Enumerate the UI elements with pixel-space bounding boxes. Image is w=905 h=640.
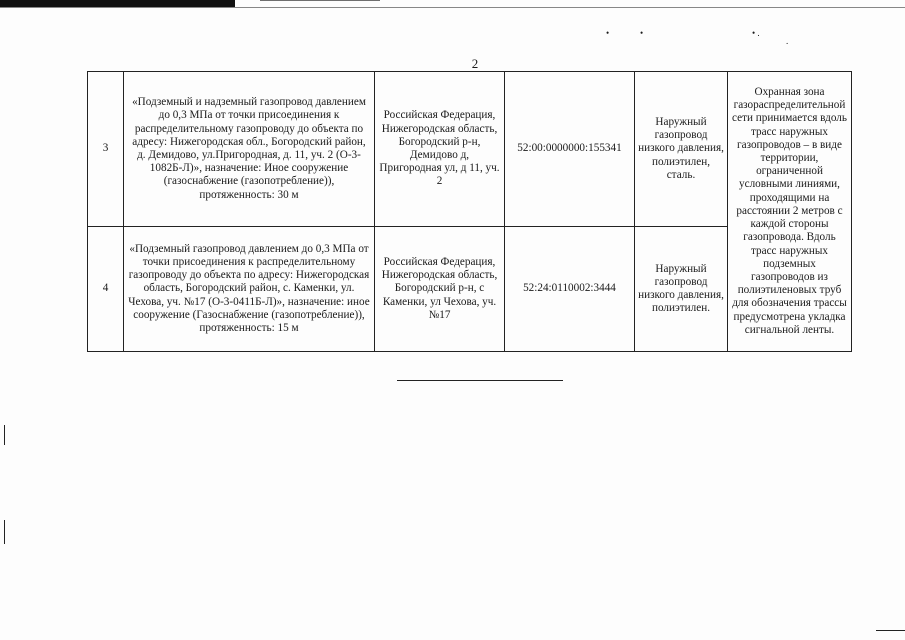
header-mark: . <box>786 36 789 46</box>
end-divider <box>397 380 563 381</box>
header-mark: • <box>606 28 610 38</box>
header-mark: • . <box>752 28 760 38</box>
scan-top-edge <box>0 0 905 10</box>
header-mark: • <box>640 28 644 38</box>
cadastral-number: 52:24:0110002:3444 <box>505 227 635 352</box>
object-description: «Подземный и надземный газопровод давлением до 0,3 МПа от точки присоединения к распределительному газопроводу до объекта по адресу: Нижегородская обл., Богородский район, д. Демидово, ул.Пригородная, д. 11, уч. 2 (О-3-1082Б-Л)», назначение: Иное сооружение (газоснабжение (газопотребление)), протяженность: 30 м <box>124 72 375 227</box>
row-number: 3 <box>88 72 124 227</box>
protection-zone-text: Охранная зона газораспределительной сети принимается вдоль трасс наружных газопроводов – в виде территории, ограниченной условными линиями, проходящими на расстоянии 2 метров с каждой стороны газопровода. Вдоль трасс наружных подземных газопроводов из полиэтиленовых труб для обозначения трассы предусмотрена укладка сигнальной ленты. <box>728 72 852 352</box>
cadastral-number: 52:00:0000000:155341 <box>505 72 635 227</box>
scan-left-mark <box>4 520 5 544</box>
page-number: 2 <box>471 56 479 71</box>
scan-left-mark <box>4 425 5 445</box>
scan-right-mark <box>876 630 905 631</box>
object-address: Российская Федерация, Нижегородская область, Богородский р-н, с Каменки, ул Чехова, уч. №17 <box>375 227 505 352</box>
pipeline-type: Наружный газопровод низкого давления, полиэтилен, сталь. <box>635 72 728 227</box>
gas-pipeline-table <box>87 71 852 352</box>
object-address: Российская Федерация, Нижегородская область, Богородский р-н, Демидово д, Пригородная ул, д 11, уч. 2 <box>375 72 505 227</box>
pipeline-type: Наружный газопровод низкого давления, полиэтилен. <box>635 227 728 352</box>
object-description: «Подземный газопровод давлением до 0,3 МПа от точки присоединения к распределительному газопроводу до объекта по адресу: Нижегородская область, Богородский район, с. Каменки, ул. Чехова, уч. №17 (О-3-0411Б-Л)», назначение: иное сооружение (Газоснабжение (газопотребление)), протяженность: 15 м <box>124 227 375 352</box>
table-row <box>88 72 852 227</box>
row-number: 4 <box>88 227 124 352</box>
